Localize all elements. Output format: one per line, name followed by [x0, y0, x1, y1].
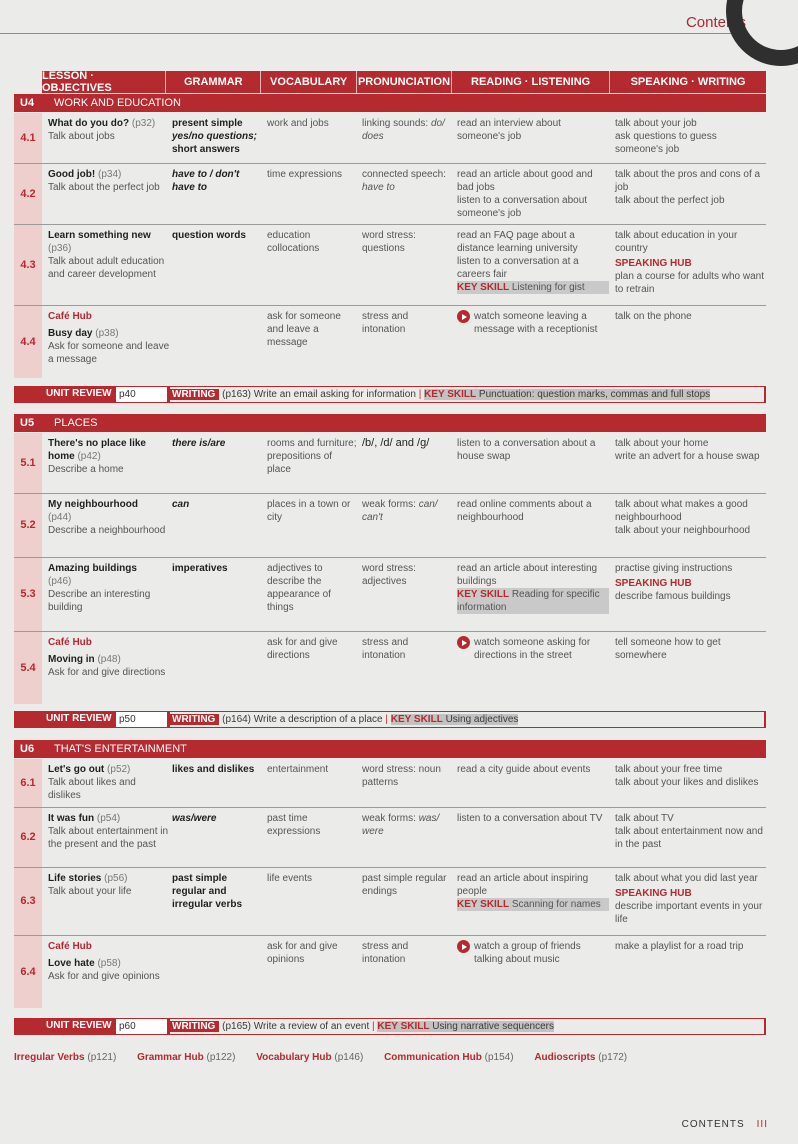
cafe-hub-label: Café Hub [48, 311, 92, 322]
lesson-page: (p36) [48, 243, 72, 254]
video-text: watch a group of friends talking about music [474, 941, 581, 965]
lesson-objective: Describe a neighbourhood [48, 525, 166, 536]
writing-strip [170, 1019, 764, 1034]
footer-link-name: Communication Hub [384, 1052, 482, 1063]
key-skill-label: KEY SKILL [377, 1021, 430, 1032]
pron-italic: can/ can't [362, 499, 438, 523]
footer-link-audioscripts[interactable] [534, 1052, 627, 1063]
cafe-hub-label: Café Hub [48, 941, 92, 952]
speaking-cell [615, 562, 766, 603]
lesson-objectives [48, 872, 170, 898]
speaking-cell [615, 498, 766, 537]
lesson-page: (p42) [77, 451, 101, 462]
pronunciation-cell [362, 437, 454, 450]
lesson-number: 4.1 [14, 113, 42, 163]
lesson-row-4-4 [14, 306, 766, 378]
video-cell [457, 636, 609, 662]
reading-cell [457, 437, 609, 463]
unit-code: U4 [20, 97, 35, 109]
writing-page: (p165) [222, 1021, 252, 1032]
speaking-cell [615, 940, 766, 953]
speaking-cell [615, 872, 766, 926]
lesson-objectives [48, 562, 170, 614]
speaking-line: talk about your job [615, 118, 697, 129]
speaking-hub-text: plan a course for adults who want to retrain [615, 271, 764, 295]
grammar-cell [172, 229, 264, 242]
unit-review-bar-u4 [14, 386, 766, 403]
speaking-cell [615, 812, 766, 851]
separator: | [385, 714, 388, 725]
lesson-number: 5.4 [14, 632, 42, 704]
lesson-row-6-1 [14, 759, 766, 808]
lesson-page: (p38) [95, 328, 119, 339]
reading-line: read an interview about someone's job [457, 118, 561, 142]
speaking-line: ask questions to guess someone's job [615, 131, 717, 155]
video-text: watch someone leaving a message with a receptionist [474, 311, 598, 335]
grammar-cell [172, 437, 264, 450]
lesson-row-6-3 [14, 868, 766, 936]
speaking-line: tell someone how to get somewhere [615, 637, 721, 661]
lesson-objective: Talk about adult education and career development [48, 256, 165, 280]
speaking-line: talk about entertainment now and in the past [615, 826, 763, 850]
writing-strip [170, 712, 764, 727]
vocabulary-cell: ask for and give directions [267, 637, 338, 661]
pron-text: word stress: noun patterns [362, 764, 441, 788]
col-speaking-writing: SPEAKING · WRITING [630, 76, 746, 88]
cafe-hub-label: Café Hub [48, 637, 92, 648]
lesson-objectives [48, 168, 170, 194]
footer-link-page: (p122) [206, 1052, 236, 1063]
vocabulary-cell: education collocations [267, 230, 320, 254]
reading-line: listen to a conversation about someone's job [457, 195, 588, 219]
reading-cell [457, 763, 609, 776]
speaking-cell [615, 437, 766, 463]
pron-text: word stress: questions [362, 230, 416, 254]
unit-review-bar-u6 [14, 1018, 766, 1035]
grammar-cell [172, 763, 264, 776]
key-skill-text: Punctuation: question marks, commas and full stops [478, 389, 711, 400]
grammar-line: irregular verbs [172, 899, 243, 910]
column-header-row [42, 71, 766, 93]
lesson-objectives [48, 812, 170, 851]
play-icon [457, 310, 470, 323]
lesson-objectives [48, 940, 170, 983]
video-cell [457, 940, 609, 966]
speaking-line: talk on the phone [615, 311, 692, 322]
separator: | [418, 389, 422, 400]
col-grammar: GRAMMAR [166, 71, 261, 93]
unit-code: U6 [20, 743, 35, 755]
page-footer [682, 1119, 768, 1130]
reading-cell [457, 562, 609, 614]
lesson-number: 6.4 [14, 936, 42, 1008]
footer-link-page: (p146) [334, 1052, 364, 1063]
reading-line: listen to a conversation about TV [457, 813, 603, 824]
vocabulary-cell: places in a town or city [267, 499, 351, 523]
speaking-hub-label: SPEAKING HUB [615, 888, 692, 899]
pron-text: stress and intonation [362, 637, 409, 661]
lesson-objectives [48, 229, 170, 281]
pronunciation-cell [362, 940, 454, 966]
reading-cell [457, 168, 609, 220]
lesson-row-6-4 [14, 936, 766, 1008]
key-skill-label: KEY SKILL [390, 714, 443, 725]
lesson-title: Learn something new [48, 230, 151, 241]
col-lesson-objectives: LESSON · OBJECTIVES [42, 71, 166, 93]
reading-cell [457, 812, 609, 825]
grammar-line: likes and dislikes [172, 764, 255, 775]
writing-text: Write an email asking for information [253, 389, 416, 400]
speaking-cell [615, 229, 766, 296]
footer-link-communication-hub[interactable] [384, 1052, 513, 1063]
unit-header-u5 [14, 414, 766, 432]
pronunciation-cell [362, 310, 454, 336]
speaking-cell [615, 117, 766, 156]
unit-code: U5 [20, 417, 35, 429]
lesson-page: (p56) [104, 873, 128, 884]
reading-cell [457, 117, 609, 143]
reading-cell [457, 229, 609, 294]
unit-header-u4 [14, 94, 766, 112]
writing-page: (p164) [222, 714, 252, 725]
grammar-cell [172, 872, 264, 911]
lesson-title: Good job! [48, 169, 96, 180]
pronunciation-cell [362, 812, 454, 838]
speaking-line: talk about your free time [615, 764, 723, 775]
separator: | [372, 1021, 375, 1032]
lesson-objective: Talk about likes and dislikes [48, 777, 136, 801]
grammar-line: present simple [172, 118, 243, 129]
lesson-row-5-2 [14, 494, 766, 558]
pron-italic: do/ does [362, 118, 445, 142]
speaking-hub-text: describe famous buildings [615, 591, 731, 602]
footer-link-name: Grammar Hub [137, 1052, 204, 1063]
lesson-row-6-2 [14, 808, 766, 868]
unit-review-label: UNIT REVIEW [46, 1020, 112, 1031]
lesson-page: (p44) [48, 512, 72, 523]
lesson-objectives [48, 117, 170, 143]
key-skill-highlight [457, 898, 609, 911]
vocabulary-cell: entertainment [267, 764, 329, 775]
vocabulary-cell: ask for and give opinions [267, 941, 338, 965]
vocabulary-cell: work and jobs [267, 118, 329, 129]
reading-line: read an FAQ page about a distance learning university [457, 230, 578, 254]
title-rule [0, 33, 746, 34]
lesson-number: 4.3 [14, 225, 42, 305]
speaking-line: write an advert for a house swap [615, 451, 760, 462]
video-text: watch someone asking for directions in the street [474, 637, 591, 661]
play-icon [457, 636, 470, 649]
lesson-number: 6.3 [14, 868, 42, 935]
lesson-objectives [48, 636, 170, 679]
footer-link-grammar-hub[interactable] [137, 1052, 235, 1063]
reading-line: read an article about interesting buildings [457, 563, 598, 587]
lesson-objectives [48, 498, 170, 537]
unit-review-page: p60 [116, 1019, 167, 1034]
footer-link-page: (p172) [598, 1052, 628, 1063]
lesson-number: 4.2 [14, 164, 42, 224]
footer-link-page: (p121) [87, 1052, 117, 1063]
writing-strip [170, 387, 764, 402]
key-skill-label: KEY SKILL [457, 899, 510, 910]
lesson-page: (p48) [97, 654, 121, 665]
pronunciation-cell [362, 498, 454, 524]
grammar-cell [172, 168, 264, 194]
grammar-cell [172, 812, 264, 825]
vocabulary-cell: adjectives to describe the appearance of things [267, 563, 331, 613]
lesson-title: Let's go out [48, 764, 105, 775]
vocabulary-cell: time expressions [267, 169, 343, 180]
key-skill-highlight [377, 1021, 554, 1032]
speaking-cell [615, 310, 766, 323]
lesson-row-5-1 [14, 433, 766, 494]
footer-link-vocabulary-hub[interactable] [256, 1052, 363, 1063]
vocabulary-cell: rooms and furniture; prepositions of place [267, 438, 357, 475]
key-skill-text: Reading for specific information [457, 589, 600, 613]
lesson-page: (p54) [96, 813, 121, 824]
footer-link-name: Vocabulary Hub [256, 1052, 332, 1063]
lesson-page: (p58) [97, 958, 121, 969]
footer-links [14, 1052, 645, 1063]
lesson-title: There's no place like home [48, 438, 146, 462]
lesson-row-5-3 [14, 558, 766, 632]
speaking-line: talk about your likes and dislikes [615, 777, 759, 788]
speaking-line: talk about your neighbourhood [615, 525, 751, 536]
unit-name: WORK AND EDUCATION [54, 97, 181, 109]
lesson-page: (p32) [131, 118, 156, 129]
lesson-objectives [48, 763, 170, 802]
speaking-line: talk about what makes a good neighbourhood [615, 499, 748, 523]
unit-review-page: p50 [116, 712, 167, 727]
grammar-line: imperatives [172, 563, 228, 574]
unit-review-label: UNIT REVIEW [46, 388, 112, 399]
writing-text: Write a description of a place [253, 714, 383, 725]
lesson-number: 5.3 [14, 558, 42, 631]
lesson-page: (p34) [98, 169, 122, 180]
lesson-title: My neighbourhood [48, 499, 138, 510]
col-vocabulary: VOCABULARY [261, 71, 356, 93]
grammar-line: can [172, 499, 190, 510]
pronunciation-cell [362, 168, 454, 194]
lesson-row-4-2 [14, 164, 766, 225]
speaking-cell [615, 168, 766, 207]
lesson-title: Love hate [48, 958, 95, 969]
reading-line: listen to a conversation about a house swap [457, 438, 596, 462]
pron-italic: was/ were [362, 813, 440, 837]
lesson-objective: Talk about the perfect job [48, 182, 160, 193]
grammar-line: have to [172, 182, 208, 193]
lesson-title: What do you do? [48, 118, 130, 129]
speaking-line: talk about what you did last year [615, 873, 758, 884]
footer-contents-label: CONTENTS [681, 1119, 745, 1130]
footer-link-irregular-verbs[interactable] [14, 1052, 116, 1063]
grammar-line: yes/no questions; [172, 131, 258, 142]
pronunciation-cell [362, 562, 454, 588]
pronunciation-cell [362, 636, 454, 662]
footer-link-name: Audioscripts [534, 1052, 596, 1063]
lesson-title: Busy day [48, 328, 93, 339]
lesson-objective: Talk about your life [48, 886, 132, 897]
lesson-objective: Describe a home [48, 464, 124, 475]
page-number: III [756, 1119, 768, 1130]
key-skill-text: Listening for gist [511, 282, 585, 293]
grammar-cell [172, 498, 264, 511]
pron-text: stress and intonation [362, 941, 409, 965]
lesson-page: (p46) [48, 576, 72, 587]
lesson-objective: Talk about jobs [48, 131, 115, 142]
lesson-title: Amazing buildings [48, 563, 137, 574]
speaking-hub-label: SPEAKING HUB [615, 258, 692, 269]
key-skill-highlight [457, 588, 609, 614]
reading-cell [457, 872, 609, 911]
corner-arc-decoration [726, 0, 798, 66]
pronunciation-cell [362, 763, 454, 789]
speaking-hub-label: SPEAKING HUB [615, 578, 692, 589]
speaking-line: talk about TV [615, 813, 674, 824]
footer-link-page: (p154) [484, 1052, 514, 1063]
speaking-line: talk about your home [615, 438, 709, 449]
lesson-row-4-3 [14, 225, 766, 306]
lesson-page: (p52) [107, 764, 131, 775]
lesson-number: 6.2 [14, 808, 42, 867]
pron-text: past simple regular endings [362, 873, 447, 897]
reading-line: read a city guide about events [457, 764, 591, 775]
grammar-line: past simple [172, 873, 228, 884]
grammar-cell [172, 562, 264, 575]
pronunciation-cell [362, 872, 454, 898]
pron-text: word stress: adjectives [362, 563, 416, 587]
lesson-objective: Describe an interesting building [48, 589, 151, 613]
unit-header-u6 [14, 740, 766, 758]
speaking-line: talk about education in your country [615, 230, 738, 254]
unit-review-page: p40 [116, 387, 167, 402]
key-skill-text: Using narrative sequencers [432, 1021, 554, 1032]
page-title: Contents [685, 14, 746, 31]
grammar-line: was/were [172, 813, 217, 824]
writing-label: WRITING [168, 1021, 219, 1032]
speaking-line: practise giving instructions [615, 563, 733, 574]
lesson-objective: Ask for someone and leave a message [48, 341, 170, 365]
pron-text: weak forms: [362, 813, 419, 824]
key-skill-label: KEY SKILL [457, 589, 510, 600]
pronunciation-cell [362, 117, 454, 143]
reading-cell [457, 498, 609, 524]
reading-line: read online comments about a neighbourhood [457, 499, 592, 523]
pron-text: linking sounds: [362, 118, 431, 129]
speaking-line: talk about the pros and cons of a job [615, 169, 761, 193]
speaking-line: make a playlist for a road trip [615, 941, 744, 952]
key-skill-highlight [391, 714, 519, 725]
key-skill-text: Using adjectives [445, 714, 519, 725]
key-skill-label: KEY SKILL [424, 389, 477, 400]
vocabulary-cell: ask for someone and leave a message [267, 311, 341, 348]
unit-review-label: UNIT REVIEW [46, 713, 112, 724]
pron-text: connected speech: [362, 169, 446, 180]
speaking-line: talk about the perfect job [615, 195, 725, 206]
key-skill-text: Scanning for names [511, 899, 601, 910]
grammar-line: short answers [172, 144, 240, 155]
lesson-title: Moving in [48, 654, 95, 665]
lesson-row-4-1 [14, 113, 766, 164]
grammar-line: have to / don't [172, 169, 240, 180]
unit-review-bar-u5 [14, 711, 766, 728]
video-cell [457, 310, 609, 336]
writing-page: (p163) [222, 389, 252, 400]
unit-name: PLACES [54, 417, 98, 429]
lesson-number: 5.1 [14, 433, 42, 493]
play-icon [457, 940, 470, 953]
reading-line: listen to a conversation at a careers fair [457, 256, 579, 280]
vocabulary-cell: past time expressions [267, 813, 321, 837]
speaking-cell [615, 636, 766, 662]
writing-label: WRITING [168, 714, 219, 725]
writing-text: Write a review of an event [253, 1021, 370, 1032]
lesson-objective: Talk about entertainment in the present and the past [48, 826, 169, 850]
lesson-number: 4.4 [14, 306, 42, 378]
key-skill-highlight [424, 389, 710, 400]
key-skill-label: KEY SKILL [457, 282, 510, 293]
lesson-objective: Ask for and give opinions [48, 971, 160, 982]
col-reading-listening: READING · LISTENING [452, 71, 610, 93]
pron-text: weak forms: [362, 499, 419, 510]
lesson-objectives [48, 310, 170, 366]
grammar-cell [172, 117, 264, 156]
vocabulary-cell: life events [267, 873, 313, 884]
lesson-title: It was fun [48, 813, 95, 824]
pron-italic: have to [362, 182, 395, 193]
lesson-objective: Ask for and give directions [48, 667, 166, 678]
lesson-objectives [48, 437, 170, 476]
pronunciation-cell [362, 229, 454, 255]
footer-link-name: Irregular Verbs [14, 1052, 85, 1063]
col-pronunciation: PRONUNCIATION [357, 71, 452, 93]
lesson-row-5-4 [14, 632, 766, 704]
speaking-cell [615, 763, 766, 789]
lesson-title: Life stories [48, 873, 102, 884]
grammar-line: regular and [172, 886, 227, 897]
grammar-line: question words [172, 230, 246, 241]
writing-label: WRITING [168, 389, 219, 400]
reading-line: read an article about inspiring people [457, 873, 589, 897]
pron-text: stress and intonation [362, 311, 409, 335]
lesson-number: 6.1 [14, 759, 42, 807]
speaking-hub-text: describe important events in your life [615, 901, 763, 925]
pron-text: /b/, /d/ and /g/ [362, 437, 430, 449]
reading-line: read an article about good and bad jobs [457, 169, 593, 193]
grammar-line: there is/are [172, 438, 226, 449]
lesson-number: 5.2 [14, 494, 42, 557]
unit-name: THAT'S ENTERTAINMENT [54, 743, 187, 755]
key-skill-highlight [457, 281, 609, 294]
